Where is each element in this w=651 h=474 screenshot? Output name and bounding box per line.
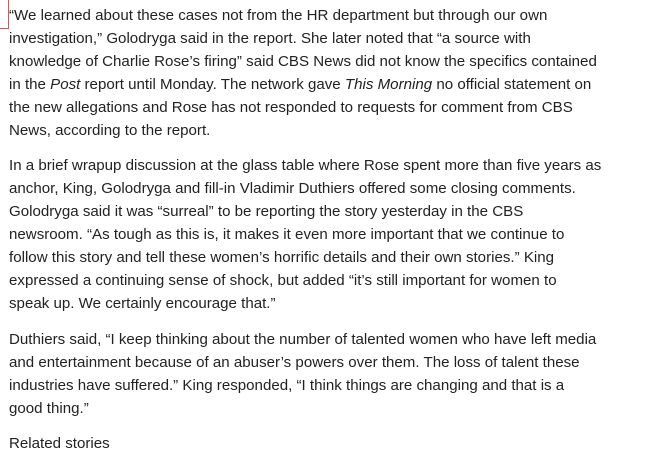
- paragraph-line: [9, 398, 651, 421]
- paragraph-line: [9, 97, 651, 120]
- paragraph-line: [9, 201, 651, 224]
- related-stories-heading: Related stories: [9, 435, 110, 453]
- text-segment: speak up. We certainly encourage that.”: [9, 294, 276, 312]
- paragraph-line: [9, 178, 651, 201]
- article-paragraph: [9, 5, 651, 142]
- text-segment: In a brief wrapup discussion at the glass table where Rose spent more than five years as: [9, 157, 602, 175]
- paragraph-line: [9, 28, 651, 51]
- paragraph-line: [9, 293, 651, 316]
- paragraph-line: [9, 270, 651, 293]
- text-segment: “We learned about these cases not from the HR department but through our own: [9, 7, 548, 24]
- text-segment: in the: [9, 75, 51, 93]
- text-segment: Duthiers said, “I keep thinking about the number of talented women who have left media: [9, 330, 597, 348]
- article-paragraph: [9, 329, 651, 421]
- italic-text: Post: [50, 75, 81, 93]
- text-segment: expressed a continuing sense of shock, but added “it’s still important for women to: [9, 271, 557, 289]
- paragraph-line: [9, 155, 651, 178]
- text-segment: anchor, King, Golodryga and fill-in Vladimir Duthiers offered some closing comments.: [9, 180, 576, 198]
- article-paragraph: [9, 155, 651, 315]
- text-segment: and entertainment because of an abuser’s powers over them. The loss of talent these: [9, 353, 580, 371]
- paragraph-line: [9, 5, 651, 28]
- text-segment: Golodryga said it was “surreal” to be reporting the story yesterday in the CBS: [9, 203, 524, 221]
- text-segment: News, according to the report.: [9, 121, 211, 139]
- text-segment: industries have suffered.” King responded, “I think things are changing and that is a: [9, 376, 565, 394]
- paragraph-line: [9, 375, 651, 398]
- paragraph-line: [9, 51, 651, 74]
- text-segment: good thing.”: [9, 399, 89, 417]
- article-body: [9, 5, 651, 456]
- paragraph-line: [9, 352, 651, 375]
- text-segment: knowledge of Charlie Rose’s firing” said CBS News did not know the specifics contained: [9, 52, 597, 70]
- article-paragraphs: [9, 5, 651, 420]
- text-segment: investigation,” Golodryga said in the report. She later noted that “a source with: [9, 29, 531, 47]
- text-segment: report until Monday. The network gave: [80, 75, 345, 93]
- paragraph-line: [9, 120, 651, 143]
- text-segment: follow this story and tell these women’s horrific details and their own stories.” King: [9, 249, 555, 267]
- text-segment: newsroom. “As tough as this is, it makes it even more important that we continue to: [9, 226, 565, 244]
- italic-text: This Morning: [344, 75, 433, 93]
- paragraph-line: [9, 74, 651, 97]
- paragraph-line: [9, 224, 651, 247]
- text-segment: the new allegations and Rose has not responded to requests for comment from CBS: [9, 98, 573, 116]
- text-cursor-marker: [0, 0, 9, 29]
- paragraph-line: [9, 329, 651, 352]
- text-segment: no official statement on: [432, 75, 592, 93]
- paragraph-line: [9, 247, 651, 270]
